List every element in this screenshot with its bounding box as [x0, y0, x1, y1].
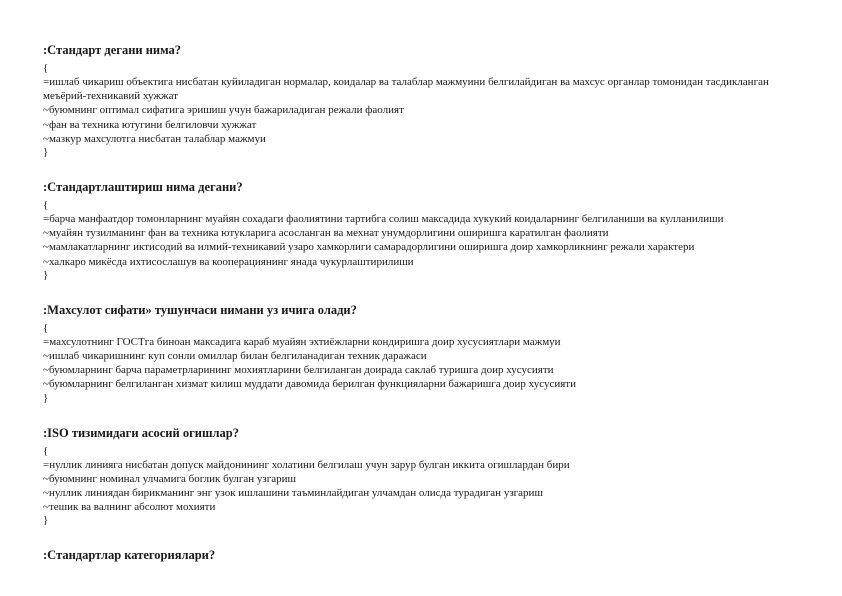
answer-correct: =ишлаб чикариш объектига нисбатан куйиладиган нормалар, коидалар ва талаблар мажмуини белгилайдиган ва махсус органлар томонидан тасдикланган меъёрий-техникавий хужжат — [43, 76, 769, 103]
answer-option: ~буюмнинг оптимал сифатига эришиш учун бажариладиган режали фаолият — [43, 104, 404, 117]
answer-option: ~халкаро микёсда ихтисослашув ва кооперациянинг янада чукурлаштирилиши — [43, 255, 414, 268]
question-title: :ISO тизимидаги асосий огишлар? — [43, 425, 239, 440]
answer-option: ~мазкур махсулотга нисбатан талаблар мажмуи — [43, 132, 266, 145]
answer-correct: =нуллик линияга нисбатан допуск майдонининг холатини белгилаш учун зарур булган иккита огишлардан бири — [43, 458, 570, 471]
open-brace: { — [43, 62, 49, 74]
question-title: :Стандарт дегани нима? — [43, 43, 182, 57]
close-brace: } — [43, 268, 49, 281]
close-brace: } — [43, 391, 49, 404]
document-page — [43, 42, 803, 583]
question-title: :Махсулот сифати» тушунчаси нимани уз ичига олади? — [43, 302, 357, 317]
answer-option: ~мамлакатларнинг иктисодий ва илмий-техникавий узаро хамкорлиги самарадорлигини оширишга доир хамкорликнинг режали характери — [43, 241, 695, 254]
close-brace: } — [43, 146, 49, 159]
question-block-1 — [43, 42, 803, 159]
answer-option: ~тешик ва валнинг абсолют мохияти — [43, 501, 216, 514]
answer-option: ~буюмларнинг белгиланган хизмат килиш муддати давомида берилган функцияларни бажаришга доир хусусияти — [43, 378, 576, 391]
answer-option: ~буюмнинг номинал улчамига боглик булган узгариш — [43, 472, 296, 485]
open-brace: { — [43, 444, 49, 457]
open-brace: { — [43, 321, 49, 334]
question-title: :Стандартлар категориялари? — [43, 548, 216, 563]
answer-correct: =махсулотнинг ГОСТга биноан максадига караб муайян эхтиёжларни кондиришга доир хусусиятлари мажмуи — [43, 335, 561, 348]
answer-option: ~ишлаб чикаришнинг куп сонли омиллар билан белгиланадиган техник даражаси — [43, 350, 427, 363]
answer-option: ~муайян тузилманинг фан ва техника ютукларига асосланган ва мехнат унумдорлигини оширишга каратилган фаолияти — [43, 227, 609, 240]
question-title: :Стандартлаштириш нима дегани? — [43, 180, 243, 195]
close-brace: } — [43, 514, 49, 527]
answer-option: ~фан ва техника ютугини белгиловчи хужжат — [43, 118, 257, 131]
answer-option: ~нуллик линиядан бирикманинг энг узок ишлашини таъминлайдиган улчамдан олисда турадиган узгариш — [43, 487, 543, 500]
question-block-3 — [43, 302, 803, 405]
answer-option: ~буюмларнинг барча параметрларининг мохиятларини белгиланган доирада саклаб туришга доир хусусияти — [43, 364, 554, 377]
question-block-5 — [43, 547, 803, 563]
question-block-4 — [43, 425, 803, 528]
question-block-2 — [43, 179, 803, 282]
answer-correct: =барча манфаатдор томонларнинг муайян сохадаги фаолиятини тартибга солиш максадида хукукий коидаларнинг белгиланиши ва кулланилиши — [43, 213, 724, 226]
open-brace: { — [43, 199, 49, 212]
